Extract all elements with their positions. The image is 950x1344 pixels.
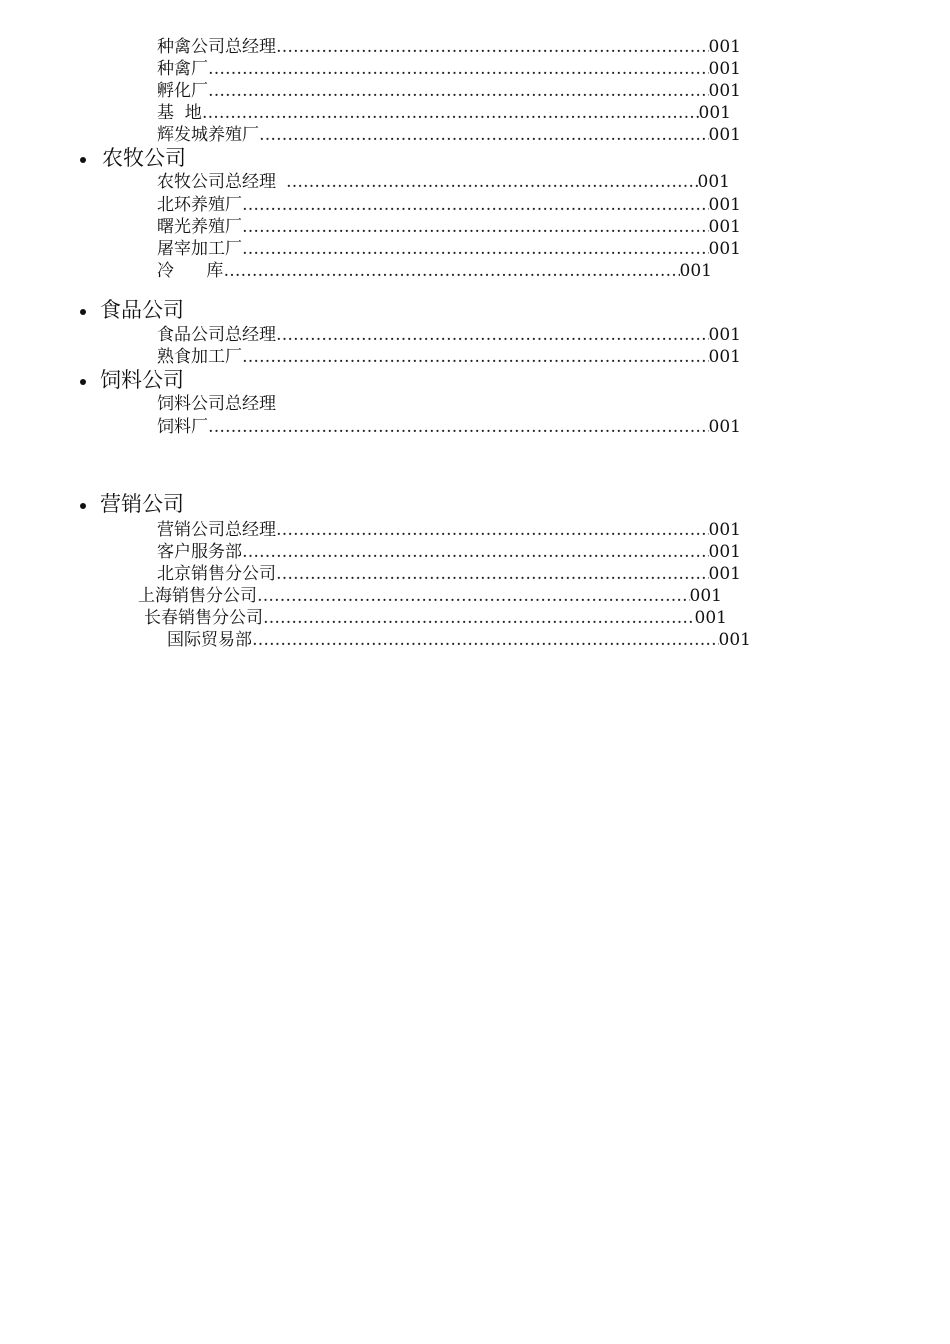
dot-leader <box>242 347 709 367</box>
toc-entry-label: 辉发城养殖厂 <box>157 125 259 145</box>
toc-entry[interactable] <box>157 234 741 259</box>
toc-entry-label: 孵化厂 <box>157 81 208 101</box>
toc-entry-label: 北环养殖厂 <box>157 195 242 215</box>
toc-page-number: 001 <box>689 586 722 606</box>
toc-entry[interactable] <box>157 412 741 437</box>
bullet-icon <box>80 309 86 315</box>
toc-entry-label: 种禽公司总经理 <box>157 37 276 57</box>
toc-page-number: 001 <box>708 59 741 79</box>
toc-entry-label: 基 地 <box>157 103 202 123</box>
toc-entry[interactable] <box>157 167 730 192</box>
section-heading-siliao[interactable]: 饲料公司 <box>100 368 184 392</box>
toc-entry-label: 熟食加工厂 <box>157 347 242 367</box>
bullet-icon <box>80 379 86 385</box>
toc-entry-label: 农牧公司总经理 <box>157 172 276 192</box>
toc-entry-label: 客户服务部 <box>157 542 242 562</box>
toc-entry[interactable] <box>157 342 741 367</box>
toc-entry-label: 营销公司总经理 <box>157 520 276 540</box>
toc-entry-label: 上海销售分公司 <box>138 586 257 606</box>
toc-entry[interactable] <box>157 54 741 79</box>
toc-entry[interactable] <box>157 559 741 584</box>
toc-page-number: 001 <box>694 608 727 628</box>
toc-page-number: 001 <box>697 172 730 192</box>
dot-leader <box>208 417 709 437</box>
section-heading-nongmu[interactable]: 农牧公司 <box>102 146 186 170</box>
toc-entry[interactable] <box>157 537 741 562</box>
toc-entry[interactable] <box>144 603 727 628</box>
toc-entry-label: 屠宰加工厂 <box>157 239 242 259</box>
dot-leader <box>252 630 719 650</box>
toc-entry-label: 曙光养殖厂 <box>157 217 242 237</box>
toc-entry[interactable] <box>157 120 741 145</box>
toc-page-number: 001 <box>708 347 741 367</box>
toc-page-number: 001 <box>718 630 751 650</box>
dot-leader <box>223 261 679 281</box>
toc-page-number: 001 <box>708 195 741 215</box>
toc-entry-label: 北京销售分公司 <box>157 564 276 584</box>
toc-page-number: 001 <box>708 325 741 345</box>
toc-entry[interactable] <box>157 212 741 237</box>
toc-entry-label: 食品公司总经理 <box>157 325 276 345</box>
toc-page-number: 001 <box>708 125 741 145</box>
toc-entry[interactable] <box>157 32 741 57</box>
toc-page-number: 001 <box>708 520 741 540</box>
toc-page-number: 001 <box>708 239 741 259</box>
toc-page-number: 001 <box>708 542 741 562</box>
toc-page-number: 001 <box>708 564 741 584</box>
toc-entry-label: 饲料厂 <box>157 417 208 437</box>
toc-entry-label: 长春销售分公司 <box>144 608 263 628</box>
toc-entry[interactable] <box>157 98 731 123</box>
toc-page-number: 001 <box>708 81 741 101</box>
toc-entry-label: 种禽厂 <box>157 59 208 79</box>
toc-entry[interactable] <box>167 625 751 650</box>
toc-entry-label: 冷 库 <box>157 261 224 281</box>
toc-entry[interactable] <box>157 256 712 281</box>
toc-page-number: 001 <box>708 37 741 57</box>
dot-leader <box>259 125 709 145</box>
toc-entry[interactable] <box>157 515 741 540</box>
bullet-icon <box>80 503 86 509</box>
toc-page-number: 001 <box>679 261 712 281</box>
toc-page-number: 001 <box>698 103 731 123</box>
dot-leader <box>286 172 698 192</box>
bullet-icon <box>80 157 86 163</box>
toc-entry[interactable] <box>138 581 722 606</box>
toc-page-number: 001 <box>708 417 741 437</box>
section-heading-shipin[interactable]: 食品公司 <box>100 298 184 322</box>
toc-entry[interactable] <box>157 190 741 215</box>
toc-entry-label: 国际贸易部 <box>167 630 252 650</box>
toc-entry[interactable] <box>157 76 741 101</box>
toc-entry-label[interactable]: 饲料公司总经理 <box>157 394 276 414</box>
section-heading-yingxiao[interactable]: 营销公司 <box>100 492 184 516</box>
toc-entry[interactable] <box>157 320 741 345</box>
toc-page-number: 001 <box>708 217 741 237</box>
